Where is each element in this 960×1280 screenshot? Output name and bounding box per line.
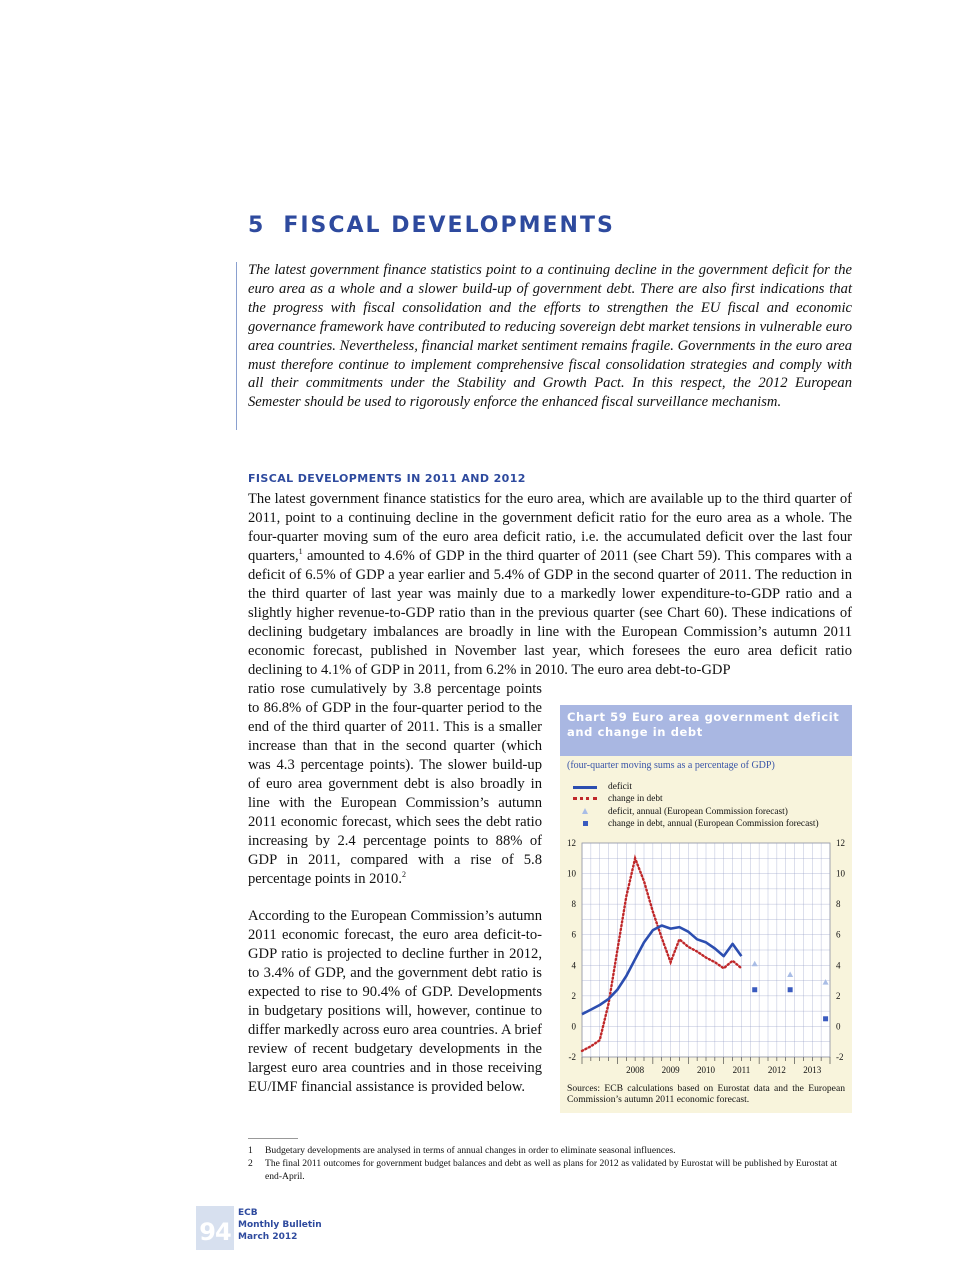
legend-item-deficit xyxy=(568,781,819,793)
x-tick-label: 2010 xyxy=(697,1065,715,1075)
y-tick-label-right: 8 xyxy=(836,899,841,910)
legend-item-deficit-forecast xyxy=(568,806,819,818)
publication-name: Monthly Bulletin xyxy=(238,1219,322,1230)
y-tick-label-left: 12 xyxy=(567,838,576,848)
y-tick-label-right: 6 xyxy=(836,929,841,940)
y-tick-label-left: 0 xyxy=(571,1021,576,1032)
section-title xyxy=(248,213,615,238)
footnotes xyxy=(248,1144,852,1184)
intro-paragraph: The latest government finance statistics point to a continuing decline in the government deficit for the euro area as a whole and a slower build-up of government debt. There are also first indications that the progress with fiscal consolidation and the efforts to strengthen the EU fiscal and economic governance framework have contributed to reducing sovereign debt market tensions in vulnerable euro area countries. Nevertheless, financial market sentiment remains fragile. Governments in the euro area must therefore continue to implement comprehensive fiscal consolidation strategies and comply with all their commitments under the Stability and Growth Pact. In this respect, the 2012 European Semester should be used to rigorously enforce the enhanced fiscal surveillance mechanism. xyxy=(248,262,852,411)
x-tick-label: 2008 xyxy=(626,1065,645,1075)
body-text-1c: ratio rose cumulatively by 3.8 percentage points to 86.8% of GDP in the four-quarter period to the end of the third quarter of 2011. This is a smaller increase than that in the second quarter (which was 4.3 percentage points). The slower build-up of euro area government debt is also broadly in line with the European Commission’s autumn 2011 economic forecast, which sees the debt ratio increasing by 2.4 percentage points to 88% of GDP in 2011, compared with a rise of 5.8 percentage points in 2010. xyxy=(248,681,542,887)
chart-box xyxy=(560,705,852,1113)
y-tick-label-right: 12 xyxy=(836,838,845,848)
body-text-1b: amounted to 4.6% of GDP in the third quarter of 2011 (see Chart 59). This compares with a deficit of 6.5% of GDP a year earlier and 5.4% of GDP in the second quarter of 2011. The reduction in the third quarter of last year was mainly due to a markedly lower expenditure-to-GDP ratio and a slightly higher revenue-to-GDP ratio than in the previous quarter (see Chart 60). These indications of declining budgetary imbalances are broadly in line with the European Commission’s autumn 2011 economic forecast, published in November last year, which foresees the euro area deficit ratio declining to 4.1% of GDP in 2011, from 6.2% in 2010. The euro area debt-to-GDP xyxy=(248,548,852,678)
section-number: 5 xyxy=(248,213,266,238)
y-tick-label-right: -2 xyxy=(836,1052,844,1062)
y-tick-label-left: 4 xyxy=(571,960,576,971)
footnote-ref-1[interactable]: 1 xyxy=(298,547,303,557)
body-text-1a: The latest government finance statistics for the euro area, which are available up to the third quarter of 2011, point to a continuing decline in the government deficit ratio for the euro area as a whole. The four-quarter moving sum of the euro area deficit ratio, i.e. the accumulated deficit over the last four quarters, xyxy=(248,491,852,564)
footnote-number: 2 xyxy=(248,1158,253,1170)
y-tick-label-left: 6 xyxy=(571,929,576,940)
footnote-number: 1 xyxy=(248,1145,253,1156)
legend-item-change-in-debt xyxy=(568,793,819,805)
square-icon xyxy=(568,818,608,830)
legend-line-swatch xyxy=(568,781,608,793)
x-tick-label: 2011 xyxy=(732,1065,751,1075)
footnote-2 xyxy=(248,1157,852,1183)
footnote-1 xyxy=(248,1144,852,1157)
publication-org: ECB xyxy=(238,1208,258,1218)
legend-dotted-swatch xyxy=(568,793,608,805)
footnote-ref-2[interactable]: 2 xyxy=(402,870,407,880)
y-tick-label-left: 10 xyxy=(567,868,576,879)
y-tick-label-right: 0 xyxy=(836,1021,841,1032)
section-title-text: FISCAL DEVELOPMENTS xyxy=(283,213,615,238)
page-number: 94 xyxy=(199,1218,231,1246)
chart-header xyxy=(560,705,852,756)
publication-date: March 2012 xyxy=(238,1231,298,1242)
chart-plot xyxy=(560,835,852,1080)
y-tick-label-right: 10 xyxy=(836,868,845,879)
y-tick-label-left: -2 xyxy=(568,1052,576,1062)
x-tick-label: 2009 xyxy=(661,1065,680,1075)
y-tick-label-right: 2 xyxy=(836,990,841,1001)
body-column xyxy=(248,680,542,1097)
legend-label: change in debt, annual (European Commission forecast) xyxy=(608,818,819,829)
triangle-icon xyxy=(568,806,608,818)
intro-rule xyxy=(236,262,237,430)
chart-legend xyxy=(568,781,819,830)
footnote-text: The final 2011 outcomes for government budget balances and debt as well as plans for 2012 as validated by Eurostat will be published by Eurostat at end-April. xyxy=(265,1158,838,1183)
legend-label: deficit xyxy=(608,782,632,792)
footnote-text: Budgetary developments are analysed in terms of annual changes in order to eliminate seasonal influences. xyxy=(265,1145,676,1156)
x-tick-label: 2013 xyxy=(803,1065,822,1075)
forecast-square-marker xyxy=(752,987,757,992)
y-tick-label-right: 4 xyxy=(836,960,841,971)
chart-subtitle: (four-quarter moving sums as a percentage of GDP) xyxy=(567,760,775,771)
forecast-square-marker xyxy=(788,987,793,992)
chart-title: Chart 59 Euro area government deficit and change in debt xyxy=(567,710,840,739)
body-paragraph-1 xyxy=(248,490,852,680)
forecast-square-marker xyxy=(823,1016,828,1021)
y-tick-label-left: 8 xyxy=(571,899,576,910)
footnote-rule xyxy=(248,1138,298,1139)
legend-label: deficit, annual (European Commission forecast) xyxy=(608,806,788,817)
publication-info xyxy=(238,1208,322,1243)
body-paragraph-1-cont xyxy=(248,680,542,889)
legend-label: change in debt xyxy=(608,794,663,805)
subheading: FISCAL DEVELOPMENTS IN 2011 AND 2012 xyxy=(248,472,526,485)
legend-item-debt-forecast xyxy=(568,818,819,830)
chart-sources: Sources: ECB calculations based on Eurostat data and the European Commission’s autumn 2011 economic forecast. xyxy=(567,1083,845,1105)
y-tick-label-left: 2 xyxy=(571,990,576,1001)
x-tick-label: 2012 xyxy=(767,1065,786,1075)
body-paragraph-2: According to the European Commission’s autumn 2011 economic forecast, the euro area deficit-to-GDP ratio is projected to decline further in 2012, to 3.4% of GDP, and the government debt ratio is expected to rise to 90.4% of GDP. Developments in budgetary positions will, however, continue to differ markedly across euro area countries. A brief review of recent budgetary developments in the largest euro area countries and in those receiving EU/IMF financial assistance is provided below. xyxy=(248,908,542,1095)
